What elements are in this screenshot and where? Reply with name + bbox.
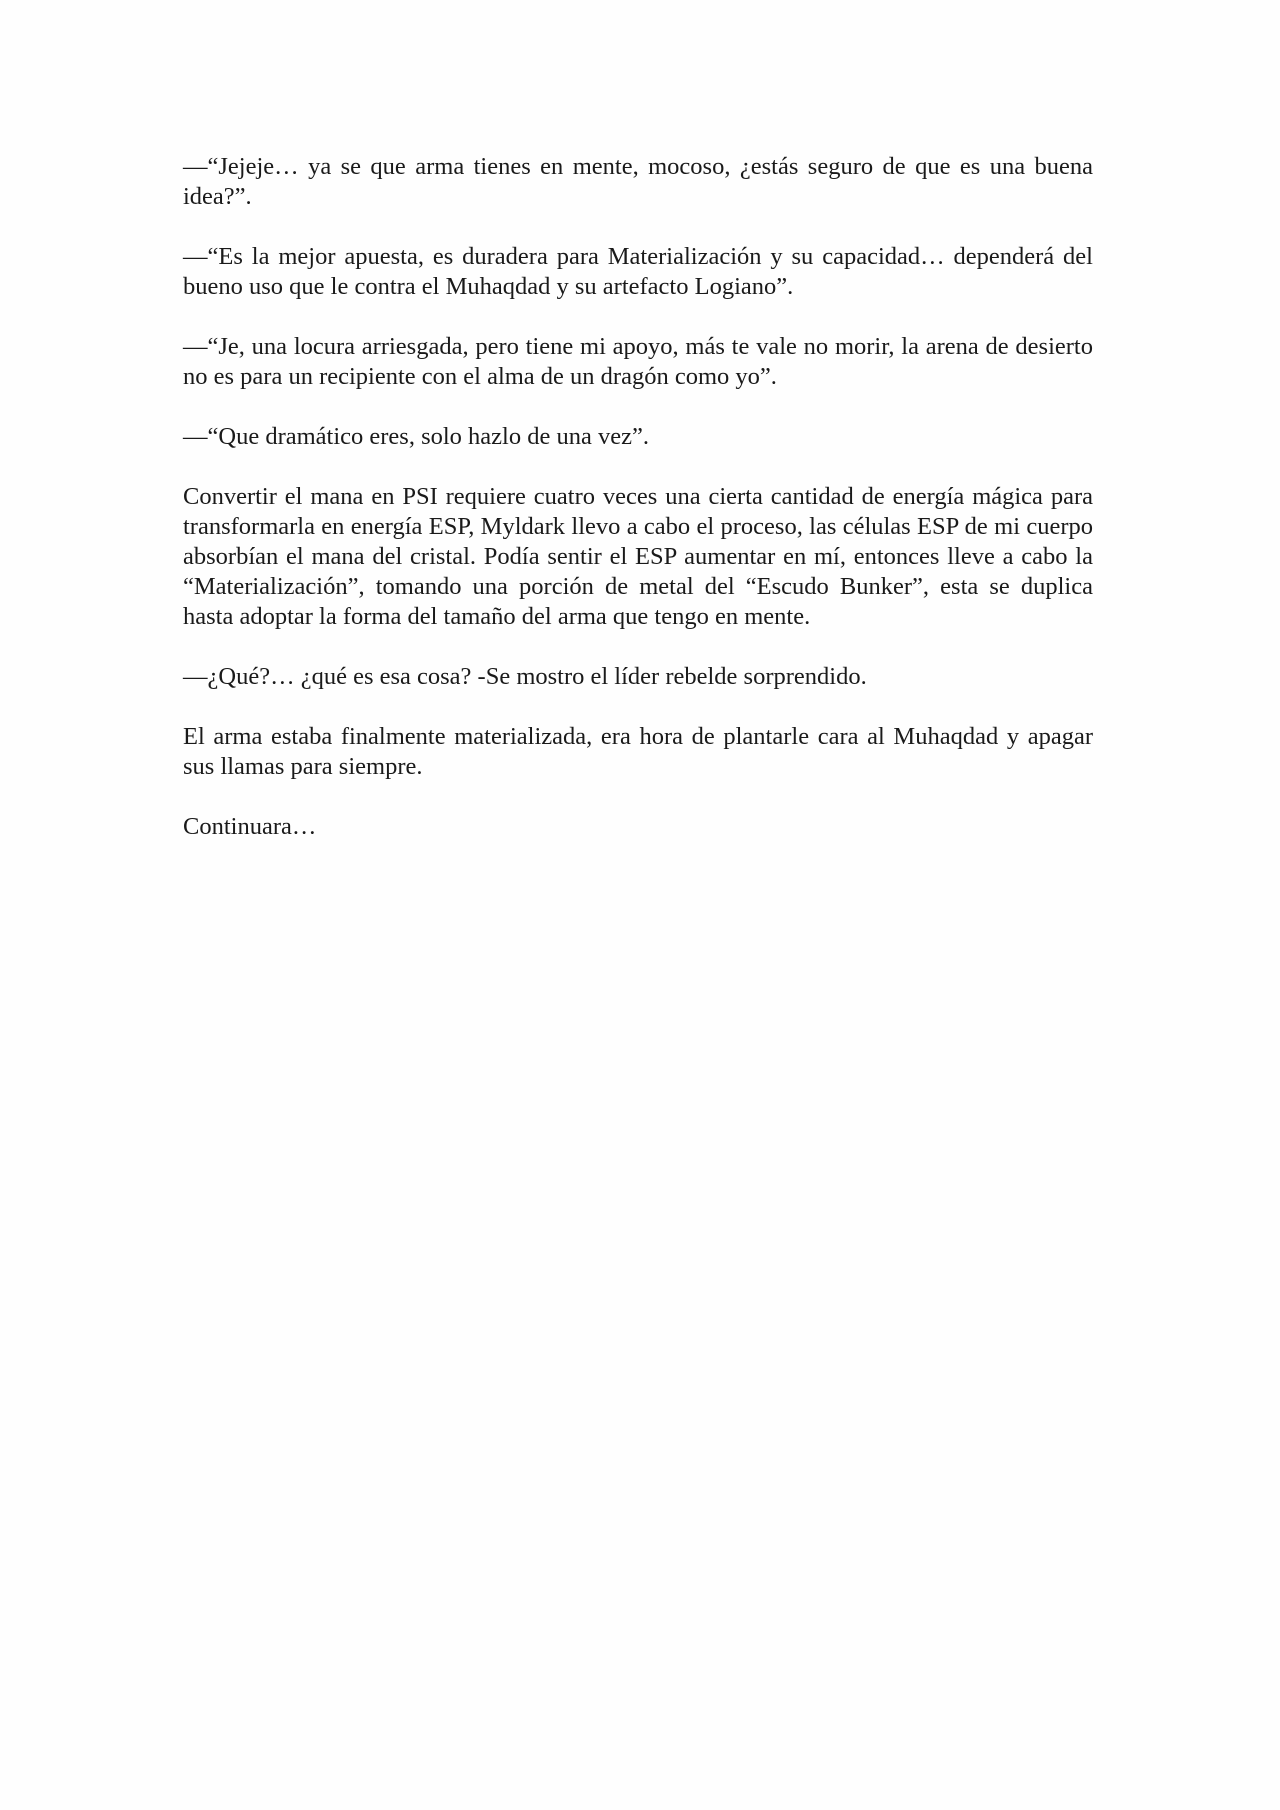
closing-line: Continuara… <box>183 813 317 840</box>
dialogue-paragraph-5: —¿Qué?… ¿qué es esa cosa? -Se mostro el líder rebelde sorprendido. <box>183 663 867 690</box>
dialogue-paragraph-2: —“Es la mejor apuesta, es duradera para Materialización y su capacidad… dependerá del bueno uso que le contra el Muhaqdad y su artefacto Logiano”. <box>183 243 1093 300</box>
dialogue-paragraph-4: —“Que dramático eres, solo hazlo de una vez”. <box>183 423 649 450</box>
narrative-paragraph-2: El arma estaba finalmente materializada, era hora de plantarle cara al Muhaqdad y apagar sus llamas para siempre. <box>183 723 1093 780</box>
dialogue-paragraph-3: —“Je, una locura arriesgada, pero tiene mi apoyo, más te vale no morir, la arena de desierto no es para un recipiente con el alma de un dragón como yo”. <box>183 333 1093 390</box>
narrative-paragraph-1: Convertir el mana en PSI requiere cuatro veces una cierta cantidad de energía mágica para transformarla en energía ESP, Myldark llevo a cabo el proceso, las células ESP de mi cuerpo absorbían el mana del cristal. Podía sentir el ESP aumentar en mí, entonces lleve a cabo la “Materialización”, tomando una porción de metal del “Escudo Bunker”, esta se duplica hasta adoptar la forma del tamaño del arma que tengo en mente. <box>183 483 1093 630</box>
document-body <box>183 152 1093 872</box>
dialogue-paragraph-1: —“Jejeje… ya se que arma tienes en mente, mocoso, ¿estás seguro de que es una buena idea?”. <box>183 153 1093 210</box>
